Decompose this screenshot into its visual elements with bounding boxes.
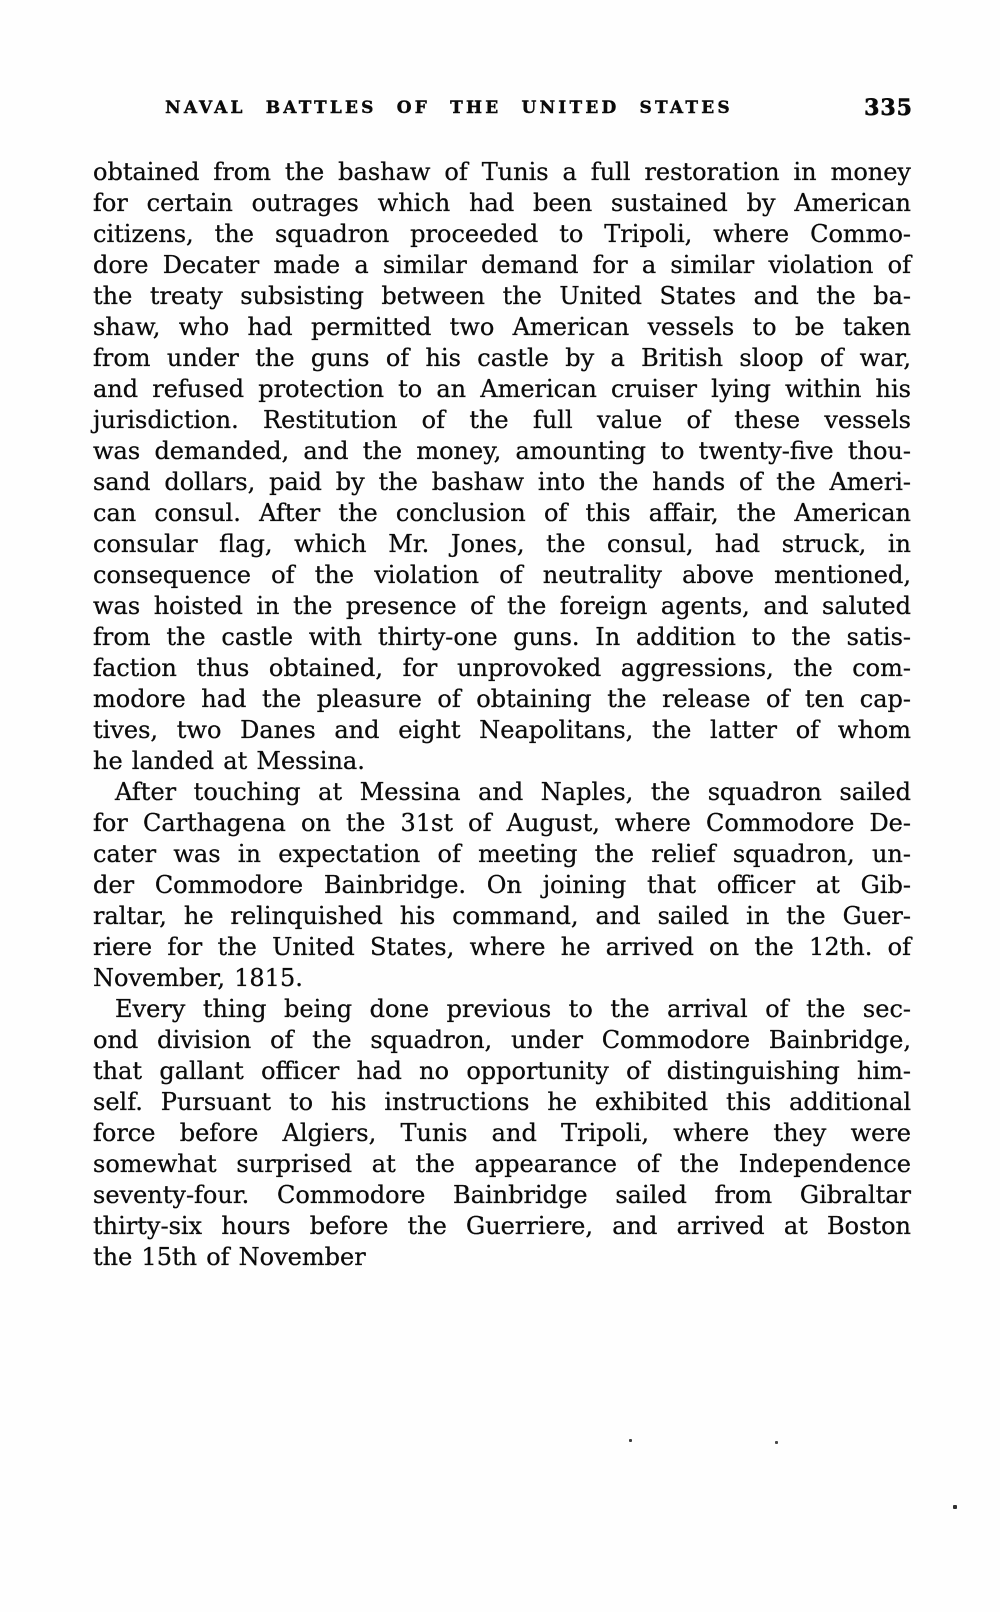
text-line: shaw, who had permitted two American vessels to be taken	[93, 313, 911, 341]
text-line: faction thus obtained, for unprovoked aggressions, the com-	[93, 654, 911, 682]
text-line: thirty-six hours before the Guerriere, and arrived at Boston	[93, 1212, 911, 1240]
text-line: riere for the United States, where he arrived on the 12th. of	[93, 933, 911, 961]
text-line: from the castle with thirty-one guns. In addition to the satis-	[93, 623, 911, 651]
paragraph	[93, 777, 911, 994]
text-line: seventy-four. Commodore Bainbridge sailed from Gibraltar	[93, 1181, 911, 1209]
text-line: raltar, he relinquished his command, and sailed in the Guer-	[93, 902, 911, 930]
scan-speck	[775, 1441, 778, 1444]
text-line: for Carthagena on the 31st of August, where Commodore De-	[93, 809, 911, 837]
body-text	[93, 157, 911, 1273]
text-line: for certain outrages which had been sustained by American	[93, 189, 911, 217]
text-line: obtained from the bashaw of Tunis a full restoration in money	[93, 158, 911, 186]
header-title: NAVAL BATTLES OF THE UNITED STATES	[165, 98, 733, 118]
text-line: Every thing being done previous to the arrival of the sec-	[115, 995, 911, 1023]
text-line: jurisdiction. Restitution of the full value of these vessels	[93, 406, 911, 434]
text-line: consequence of the violation of neutrality above mentioned,	[93, 561, 911, 589]
text-line: cater was in expectation of meeting the relief squadron, un-	[93, 840, 911, 868]
text-line: the 15th of November	[93, 1243, 366, 1271]
text-line: from under the guns of his castle by a British sloop of war,	[93, 344, 911, 372]
text-line: dore Decater made a similar demand for a similar violation of	[93, 251, 911, 279]
text-line: der Commodore Bainbridge. On joining that officer at Gib-	[93, 871, 911, 899]
text-line: the treaty subsisting between the United States and the ba-	[93, 282, 911, 310]
text-line: force before Algiers, Tunis and Tripoli, where they were	[93, 1119, 911, 1147]
text-line: After touching at Messina and Naples, the squadron sailed	[115, 778, 911, 806]
paragraph	[93, 994, 911, 1273]
scan-speck	[953, 1505, 957, 1509]
text-line: modore had the pleasure of obtaining the release of ten cap-	[93, 685, 911, 713]
text-line: November, 1815.	[93, 964, 303, 992]
text-line: tives, two Danes and eight Neapolitans, the latter of whom	[93, 716, 911, 744]
page-number: 335	[864, 95, 913, 121]
paragraph	[93, 157, 911, 777]
text-line: sand dollars, paid by the bashaw into the hands of the Ameri-	[93, 468, 911, 496]
text-line: ond division of the squadron, under Commodore Bainbridge,	[93, 1026, 911, 1054]
text-line: and refused protection to an American cruiser lying within his	[93, 375, 911, 403]
text-line: somewhat surprised at the appearance of the Independence	[93, 1150, 911, 1178]
text-line: he landed at Messina.	[93, 747, 365, 775]
scan-speck	[629, 1439, 632, 1442]
text-line: consular flag, which Mr. Jones, the consul, had struck, in	[93, 530, 911, 558]
text-line: self. Pursuant to his instructions he exhibited this additional	[93, 1088, 911, 1116]
text-line: that gallant officer had no opportunity of distinguishing him-	[93, 1057, 911, 1085]
text-line: citizens, the squadron proceeded to Tripoli, where Commo-	[93, 220, 911, 248]
text-line: can consul. After the conclusion of this affair, the American	[93, 499, 911, 527]
text-line: was demanded, and the money, amounting to twenty-five thou-	[93, 437, 911, 465]
text-line: was hoisted in the presence of the foreign agents, and saluted	[93, 592, 911, 620]
running-header	[95, 95, 913, 126]
